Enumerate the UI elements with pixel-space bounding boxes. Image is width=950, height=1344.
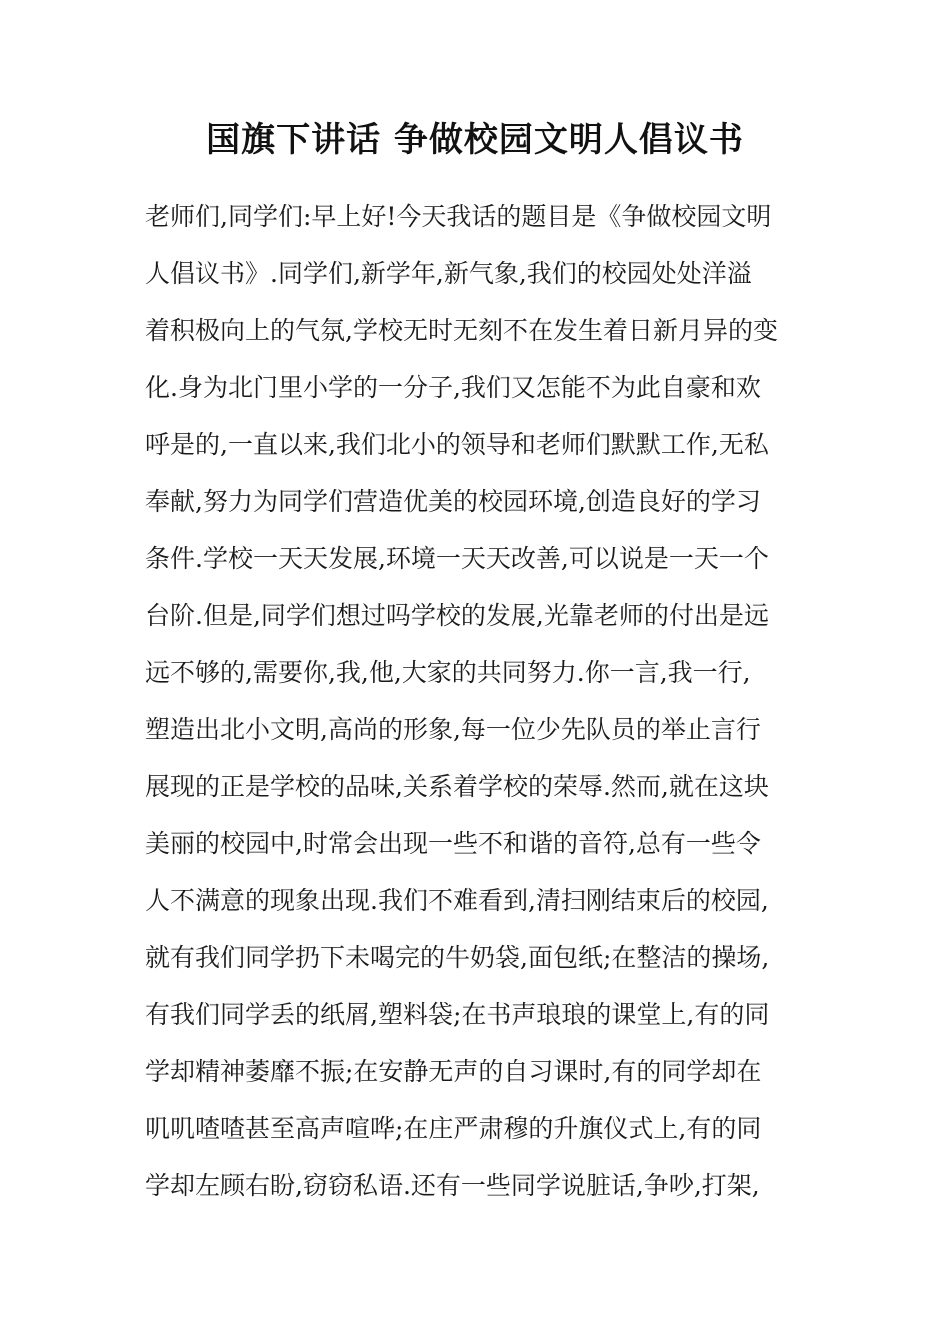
paragraph-line: 人不满意的现象出现.我们不难看到,清扫刚结束后的校园,: [145, 886, 769, 915]
paragraph-line: 条件.学校一天天发展,环境一天天改善,可以说是一天一个: [145, 544, 769, 573]
paragraph-line: 美丽的校园中,时常会出现一些不和谐的音符,总有一些令: [145, 829, 761, 858]
paragraph-line: 学却精神萎靡不振;在安静无声的自习课时,有的同学却在: [145, 1057, 762, 1086]
paragraph-line: 着积极向上的气氛,学校无时无刻不在发生着日新月异的变: [145, 316, 778, 345]
document-title: 国旗下讲话 争做校园文明人倡议书: [206, 120, 744, 160]
paragraph-line: 叽叽喳喳甚至高声喧哗;在庄严肃穆的升旗仪式上,有的同: [145, 1114, 762, 1143]
document-body: [145, 188, 815, 1214]
paragraph-line: 远不够的,需要你,我,他,大家的共同努力.你一言,我一行,: [145, 658, 751, 687]
paragraph-line: 化.身为北门里小学的一分子,我们又怎能不为此自豪和欢: [145, 373, 761, 402]
paragraph-line: 学却左顾右盼,窃窃私语.还有一些同学说脏话,争吵,打架,: [145, 1171, 760, 1200]
paragraph-line: 有我们同学丢的纸屑,塑料袋;在书声琅琅的课堂上,有的同: [145, 1000, 770, 1029]
paragraph-line: 人倡议书》.同学们,新学年,新气象,我们的校园处处洋溢: [145, 259, 752, 288]
paragraph-line: 奉献,努力为同学们营造优美的校园环境,创造良好的学习: [145, 487, 761, 516]
paragraph-line: 展现的正是学校的品味,关系着学校的荣辱.然而,就在这块: [145, 772, 769, 801]
paragraph-line: 老师们,同学们:早上好!今天我话的题目是《争做校园文明: [145, 202, 772, 231]
paragraph-line: 塑造出北小文明,高尚的形象,每一位少先队员的举止言行: [145, 715, 761, 744]
paragraph-line: 台阶.但是,同学们想过吗学校的发展,光靠老师的付出是远: [145, 601, 769, 630]
paragraph-line: 就有我们同学扔下未喝完的牛奶袋,面包纸;在整洁的操场,: [145, 943, 770, 972]
paragraph-line: 呼是的,一直以来,我们北小的领导和老师们默默工作,无私: [145, 430, 769, 459]
